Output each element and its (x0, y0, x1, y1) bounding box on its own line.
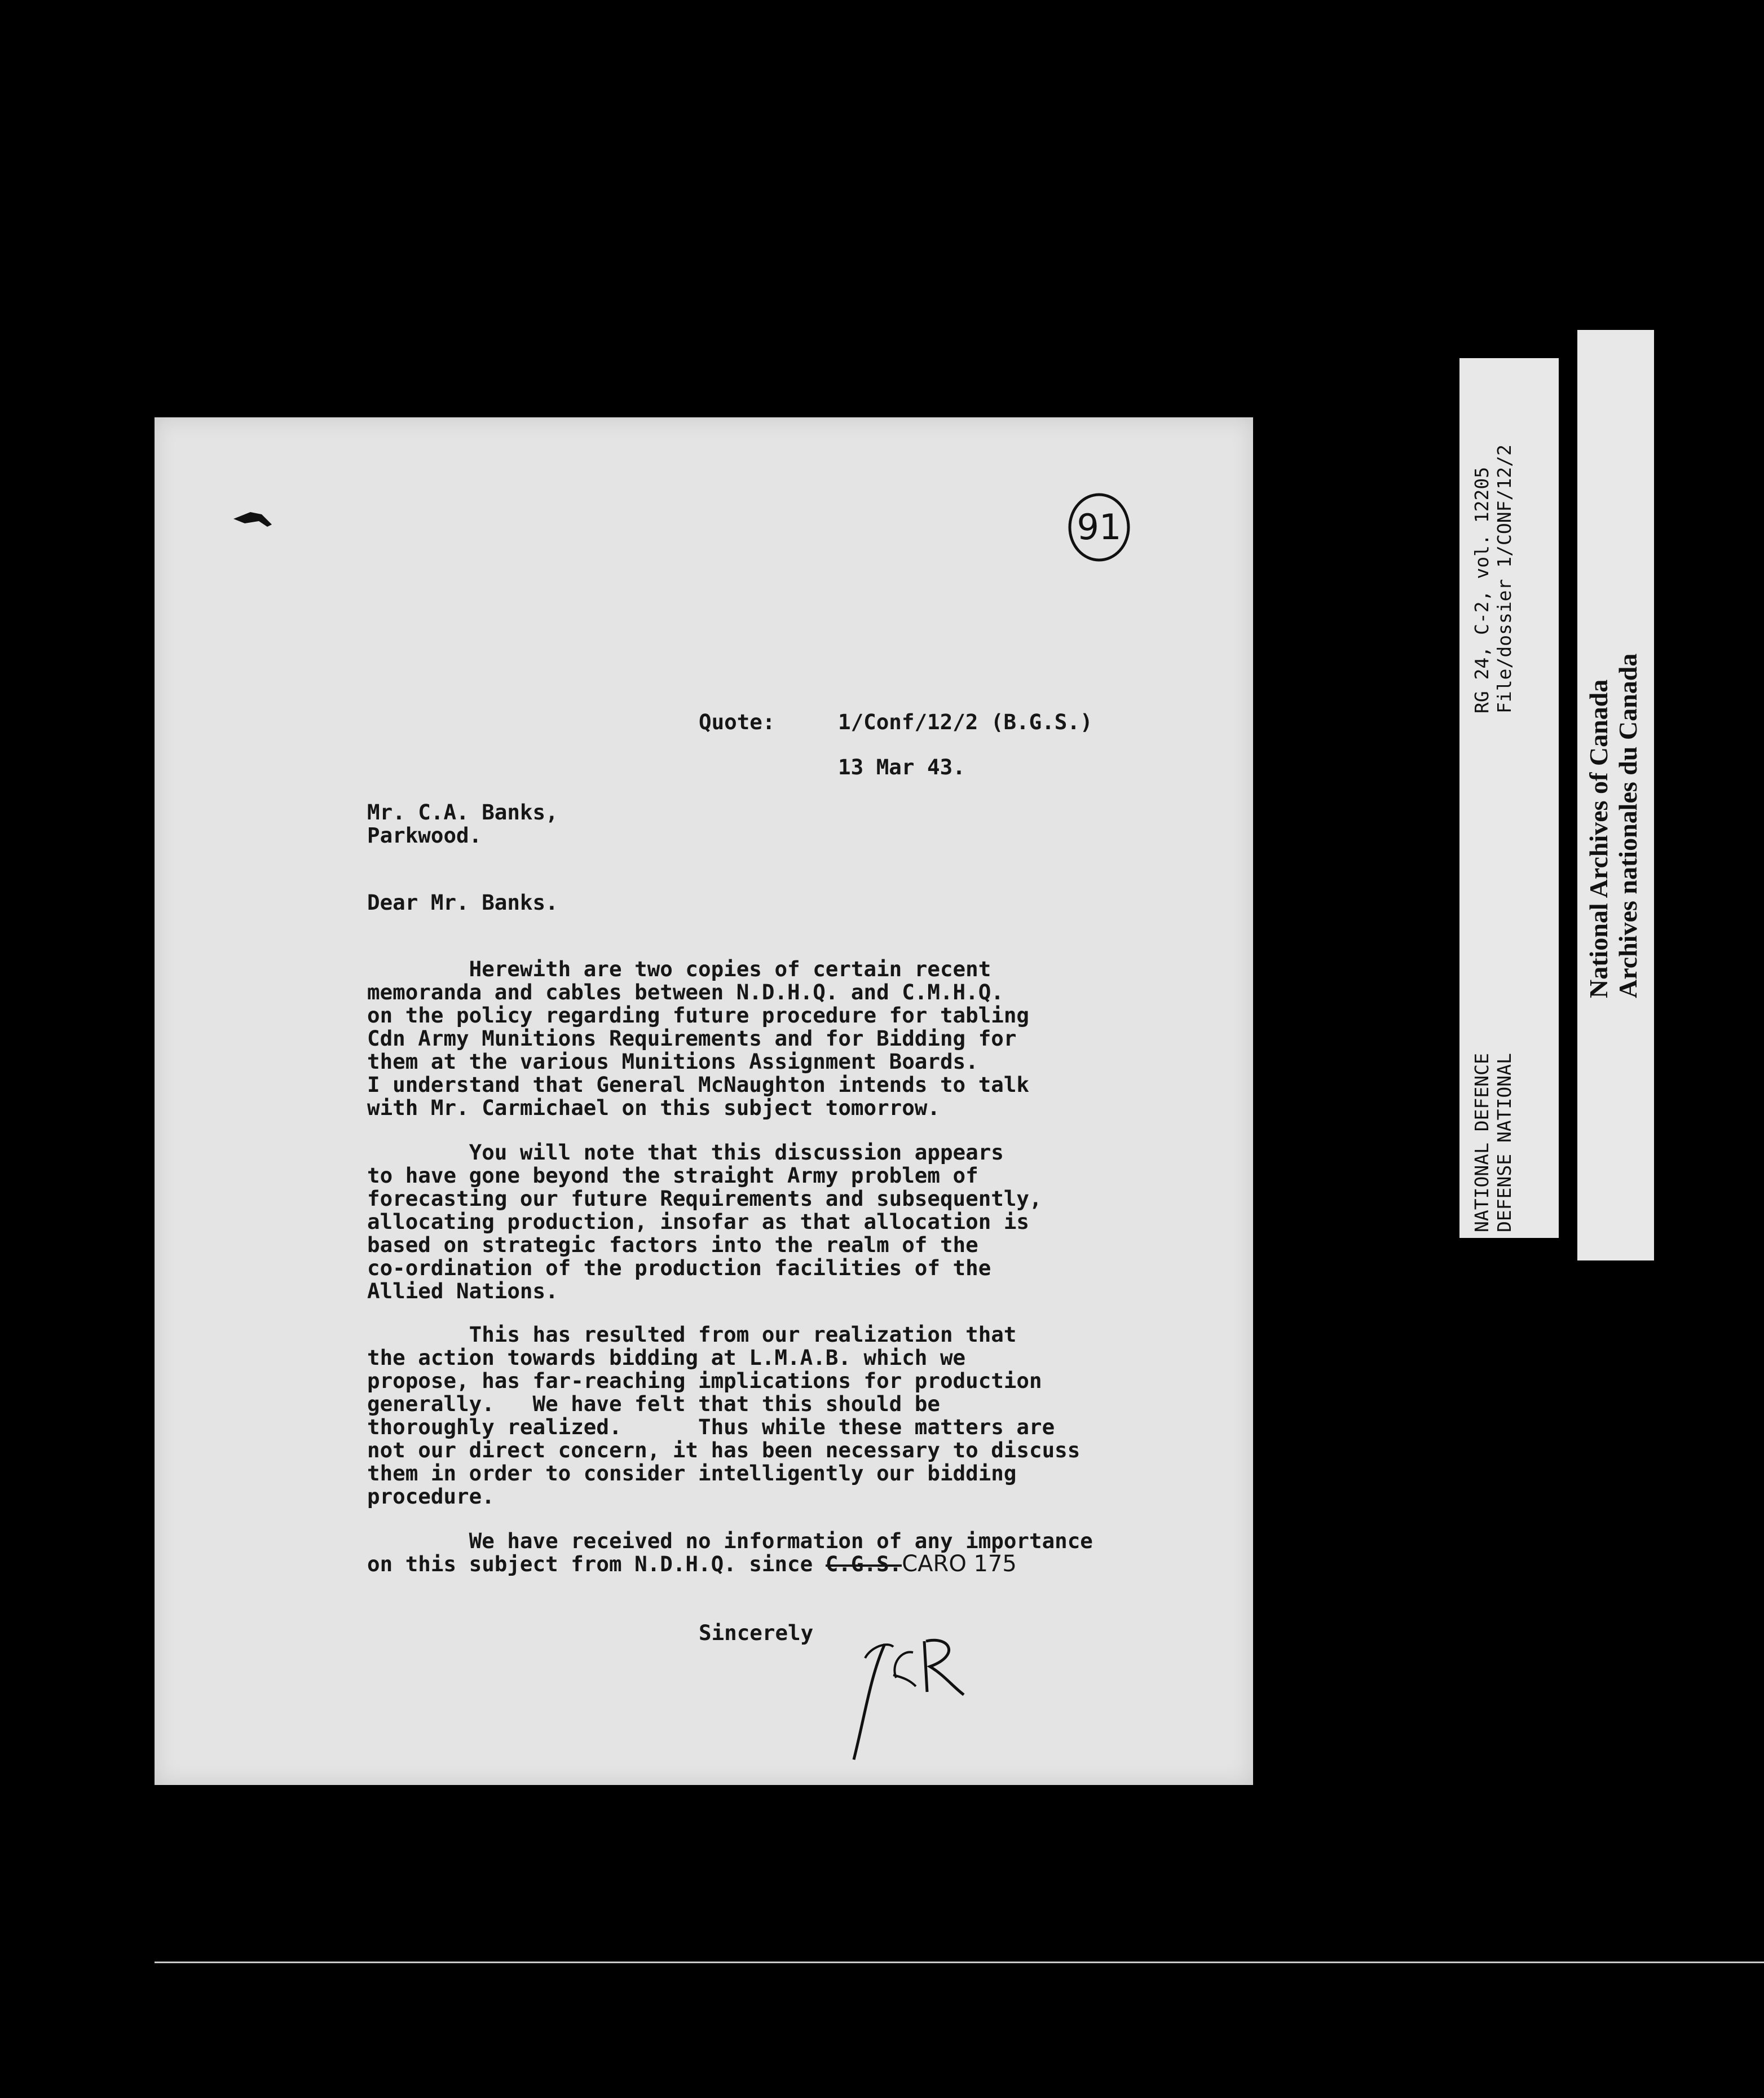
salutation: Dear Mr. Banks. (367, 890, 558, 915)
letter-date: 13 Mar 43. (838, 755, 965, 779)
handwritten-correction: CARO 175 (902, 1551, 1017, 1577)
recipient-name: Mr. C.A. Banks, (367, 800, 558, 825)
reference-number: 1/Conf/12/2 (B.G.S.) (838, 709, 1093, 734)
ink-blot (228, 502, 284, 536)
reference-line-1: RG 24, C-2, vol. 12205 (1471, 466, 1493, 713)
archive-reference-label (1459, 358, 1559, 1238)
closing: Sincerely (699, 1620, 814, 1645)
quote-label: Quote: (699, 709, 775, 734)
signature-initials (831, 1624, 978, 1771)
letter-page (155, 417, 1253, 1785)
archives-name-label (1577, 330, 1654, 1260)
paragraph-2: You will note that this discussion appears to have gone beyond the straight Army problem of forecasting our future Requirements and subsequently, allocating production, insofar as that allocation is based on strategic factors into the realm of the co-ordination of the production facilities of the Allied Nations. (367, 1140, 1042, 1303)
recipient-place: Parkwood. (367, 823, 482, 848)
reference-line-2: File/dossier 1/CONF/12/2 (1493, 444, 1515, 713)
folio-number-circled: 91 (1065, 491, 1133, 564)
archives-name-english: National Archives of Canada (1584, 679, 1613, 998)
paragraph-1: Herewith are two copies of certain recent memoranda and cables between N.D.H.Q. and C.M.H.Q. on the policy regarding future procedure for tabling Cdn Army Munitions Requirements and for Bidding for them at the various Munitions Assignment Boards. I understand that General McNaughton intends to talk with Mr. Carmichael on this subject tomorrow. (367, 957, 1029, 1120)
department-line-2: DEFENSE NATIONAL (1493, 1053, 1515, 1232)
department-line-1: NATIONAL DEFENCE (1471, 1053, 1493, 1232)
archives-name-french: Archives nationales du Canada (1613, 653, 1642, 998)
paragraph-3: This has resulted from our realization that the action towards bidding at L.M.A.B. which we propose, has far-reaching implications for production generally. We have felt that this should be thoroughly realized. Thus while these matters are not our direct concern, it has been necessary to discuss them in order to consider intelligently our bidding procedure. (367, 1322, 1081, 1509)
paragraph-4: We have received no information of any importance on this subject from N.D.H.Q. since C.G.S.CARO 175 (367, 1528, 1093, 1577)
scan-edge-line (155, 1962, 1764, 1963)
struck-out-text: C.G.S. (825, 1552, 902, 1576)
